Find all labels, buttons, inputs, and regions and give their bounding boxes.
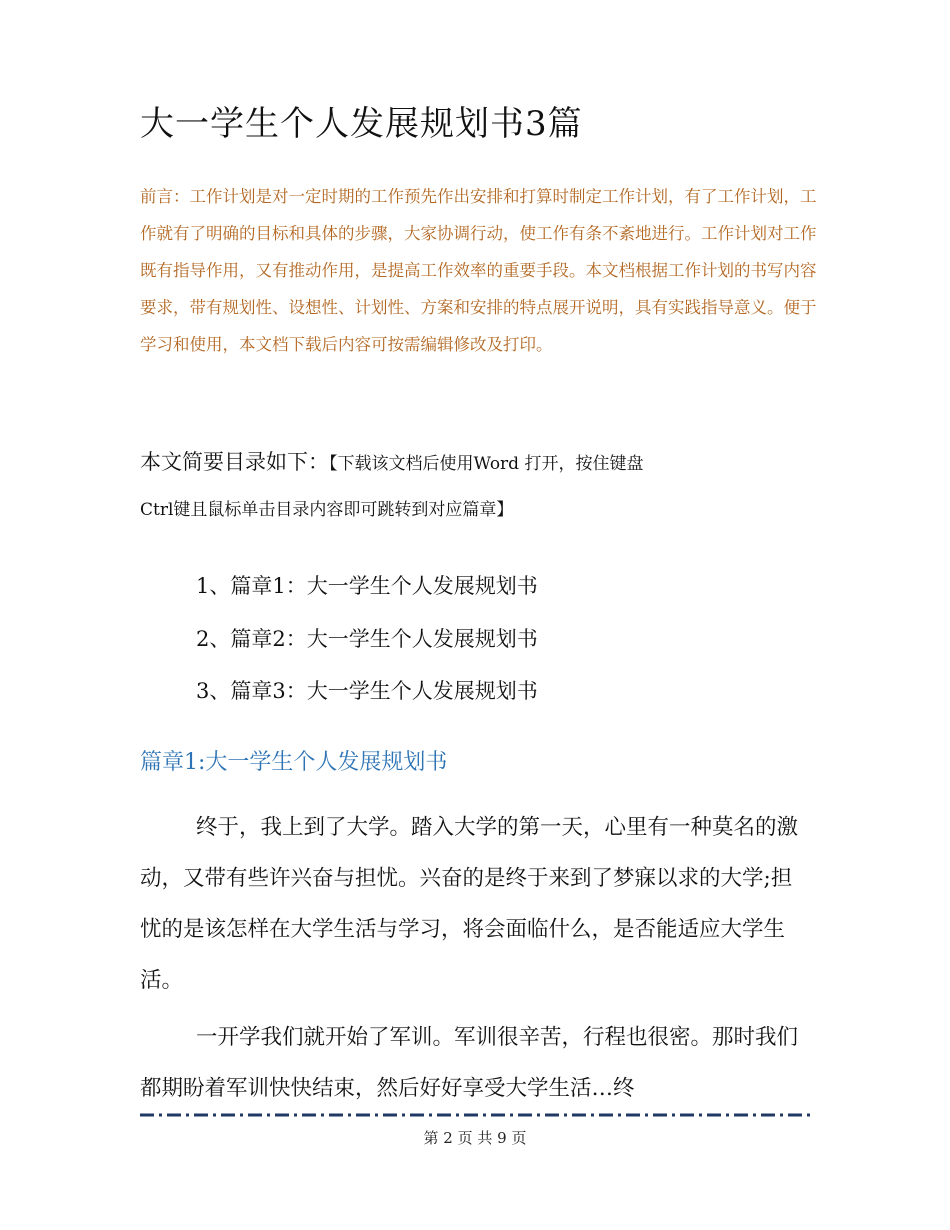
document-title: 大一学生个人发展规划书3篇	[140, 104, 583, 144]
body-paragraph-1	[140, 802, 810, 1006]
preface-paragraph: 前言：工作计划是对一定时期的工作预先作出安排和打算时制定工作计划，有了工作计划，工作就有了明确的目标和具体的步骤，大家协调行动，使工作有条不紊地进行。工作计划对工作既有指导作用，又有推动作用，是提高工作效率的重要手段。本文档根据工作计划的书写内容要求，带有规划性、设想性、计划性、方案和安排的特点展开说明，具有实践指导意义。便于学习和使用，本文档下载后内容可按需编辑修改及打印。	[140, 187, 817, 354]
toc-link-chapter-1[interactable]: 1、篇章1：大一学生个人发展规划书	[196, 574, 538, 598]
toc-intro	[140, 440, 820, 532]
body-paragraph-2-text: 一开学我们就开始了军训。军训很辛苦，行程也很密。那时我们都期盼着军训快快结束，然后好好享受大学生活…终	[140, 1025, 799, 1101]
toc-intro-note-line2: Ctrl键且鼠标单击目录内容即可跳转到对应篇章】	[140, 500, 514, 520]
toc-link-chapter-3[interactable]: 3、篇章3：大一学生个人发展规划书	[196, 679, 538, 703]
chapter-1-heading: 篇章1:大一学生个人发展规划书	[140, 750, 448, 775]
toc-intro-lead: 本文简要目录如下：	[140, 450, 329, 474]
body-paragraph-2	[140, 1012, 810, 1114]
toc-intro-note-line1: 【下载该文档后使用Word 打开，按住键盘	[329, 454, 644, 474]
toc-link-chapter-2[interactable]: 2、篇章2：大一学生个人发展规划书	[196, 626, 538, 651]
page-footer: 第 2 页 共 9 页	[423, 1129, 527, 1147]
table-of-contents	[196, 560, 538, 718]
body-paragraph-1-text: 终于，我上到了大学。踏入大学的第一天，心里有一种莫名的激动，又带有些许兴奋与担忧。兴奋的是终于来到了梦寐以求的大学;担忧的是该怎样在大学生活与学习，将会面临什么，是否能适应大学生活。	[140, 815, 799, 993]
footer-dash-dot-rule	[140, 1113, 812, 1117]
